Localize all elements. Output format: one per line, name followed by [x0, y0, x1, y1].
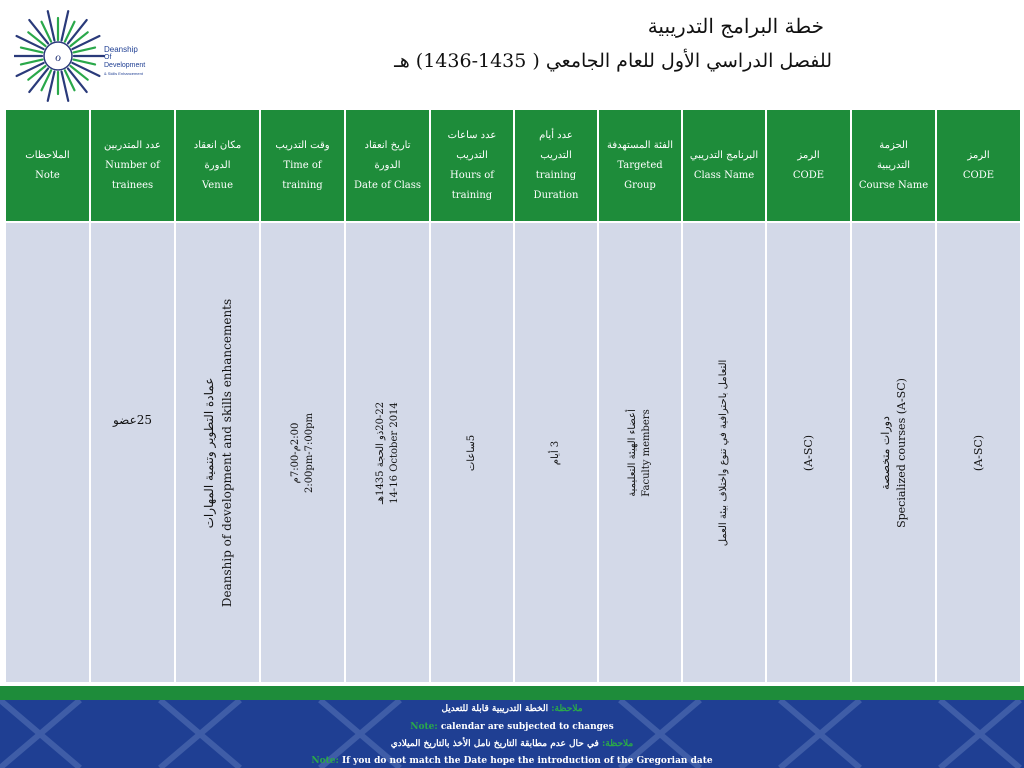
footer-line-3: ملاحظة: في حال عدم مطابقة التاريخ نامل الأخذ بالتاريخ الميلادي: [390, 739, 634, 749]
cell-days: 3 أيام: [514, 222, 598, 683]
logo-text-line3: & Skills Enhancement: [104, 71, 143, 76]
header-number-of-trainees: عدد المتدربين Number of trainees: [90, 109, 175, 222]
header-time-of-training: وقت التدريب Time of training: [260, 109, 345, 222]
page-title: خطة البرامج التدريبية: [647, 14, 824, 38]
footer-line-4: Note: If you do not match the Date hope the introduction of the Gregorian date: [311, 756, 713, 766]
header-code-2: الرمز CODE: [766, 109, 851, 222]
footer-line-2: Note: calendar are subjected to changes: [410, 722, 614, 732]
header-targeted-group: الفئة المستهدفة Targeted Group: [598, 109, 682, 222]
header-date-of-class: تاريخ انعقاد الدورة Date of Class: [345, 109, 430, 222]
cell-date: 20-22ذو الحجة 1435هـ 14-16 October 2014: [345, 222, 430, 683]
table-row: [5, 222, 1021, 683]
cell-code-2: (A-SC): [766, 222, 851, 683]
cell-venue: عمادة التطوير وتنمية المهارات Deanship of development and skills enhancements: [175, 222, 260, 683]
logo-text-line2: Of Development: [104, 54, 146, 69]
header-class-name: البرنامج التدريبي Class Name: [682, 109, 766, 222]
header-training-duration: عدد أيام التدريب training Duration: [514, 109, 598, 222]
header-code-1: الرمز CODE: [936, 109, 1021, 222]
cell-code-1: (A-SC): [936, 222, 1021, 683]
header-note: الملاحظات Note: [5, 109, 90, 222]
footer-green-band: [0, 686, 1024, 700]
training-plan-table: [4, 108, 1022, 684]
logo-text-line1: Deanship: [104, 45, 138, 54]
cell-course-name: دورات متخصصة Specialized courses (A-SC): [851, 222, 936, 683]
footer-notes: [0, 700, 1024, 768]
page-subtitle: للفصل الدراسي الأول للعام الجامعي ( 1435-1436) هـ: [394, 50, 832, 72]
header-venue: مكان انعقاد الدورة Venue: [175, 109, 260, 222]
svg-text:ℴ: ℴ: [54, 49, 62, 65]
header-row: [5, 109, 1021, 222]
cell-note: [5, 222, 90, 683]
cell-targeted-group: أعضاء الهيئة التعليمية Faculty members: [598, 222, 682, 683]
cell-time: 2:00م-7:00م 2:00pm-7:00pm: [260, 222, 345, 683]
cell-class-name: التعامل باحترافية في تنوع واختلاف بيئة العمل: [682, 222, 766, 683]
cell-hours: 5ساعات: [430, 222, 514, 683]
cell-trainees: 25عضو: [90, 222, 175, 683]
footer-line-1: ملاحظة: الخطة التدريبية قابلة للتعديل: [441, 704, 583, 714]
header-course-name: الحزمة التدريبية Course Name: [851, 109, 936, 222]
header-hours-of-training: عدد ساعات التدريب Hours of training: [430, 109, 514, 222]
deanship-logo: [14, 4, 154, 104]
